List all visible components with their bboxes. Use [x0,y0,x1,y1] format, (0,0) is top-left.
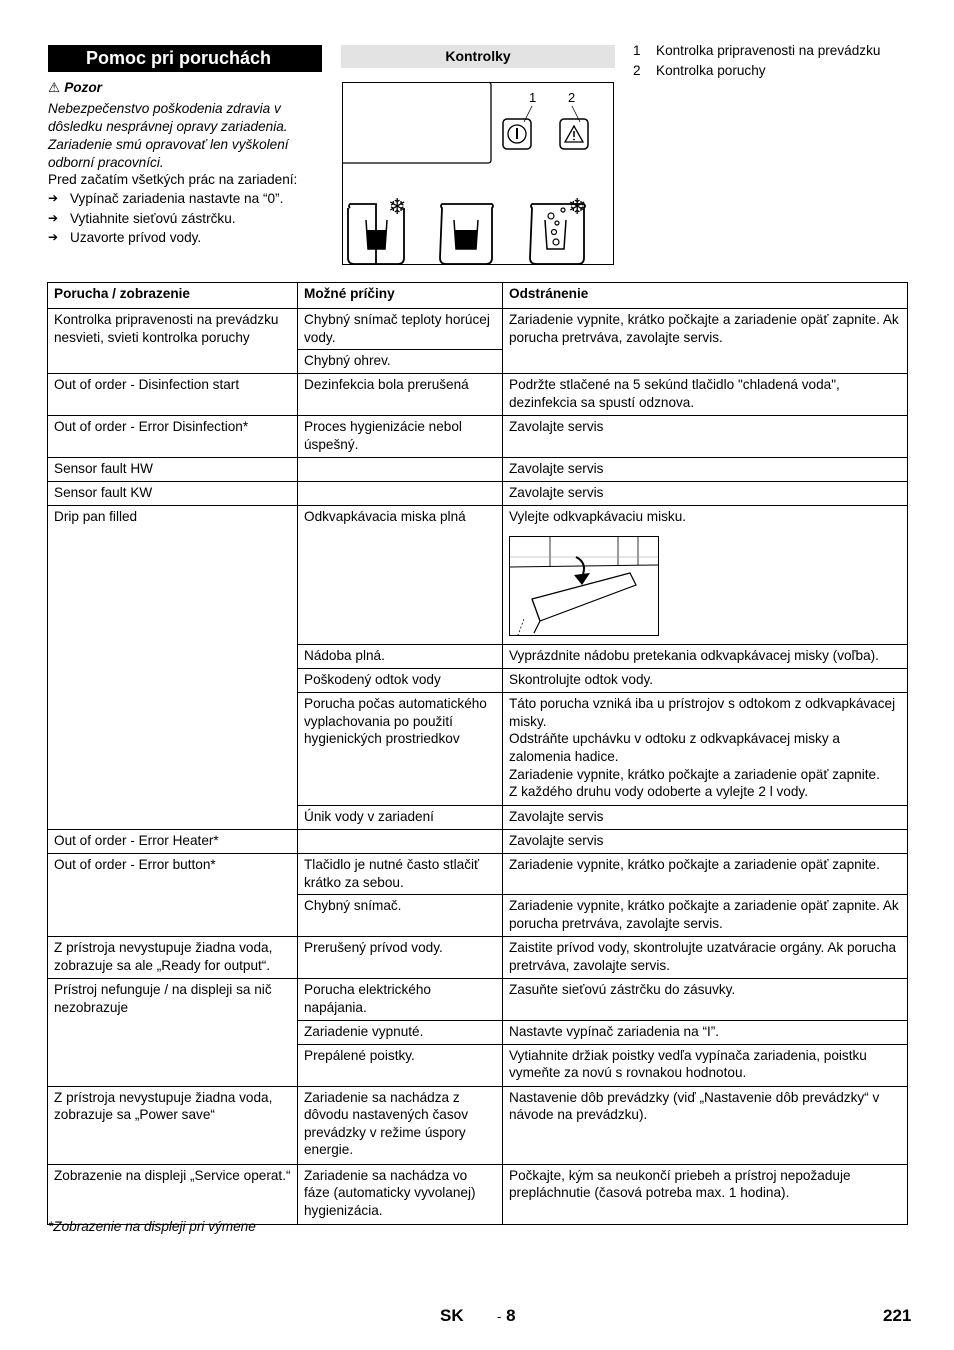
svg-text:❄: ❄ [388,195,407,220]
footnote: *Zobrazenie na displeji pri výmene [48,1219,256,1234]
cause-cell: Chybný ohrev. [298,350,503,374]
fix-cell: Zavolajte servis [503,830,908,854]
fault-cell: Sensor fault HW [48,458,298,482]
legend-item: 1 Kontrolka pripravenosti na prevádzku [633,43,881,58]
warning-heading [48,80,102,96]
arrow-icon: ➔ [48,230,59,244]
svg-text:❄: ❄ [568,195,587,220]
page-number: 221 [883,1306,912,1325]
fault-cell: Prístroj nefunguje / na displeji sa nič nezobrazuje [48,979,298,1086]
table-row [48,979,908,1020]
table-row [48,458,908,482]
cause-cell: Odkvapkávacia miska plná [298,506,503,645]
fix-cell: Zavolajte servis [503,416,908,458]
drip-pan-illustration [509,536,659,636]
fix-cell: Skontrolujte odtok vody. [503,669,908,693]
cause-cell [298,482,503,506]
fix-cell: Zavolajte servis [503,482,908,506]
fault-cell: Out of order - Disinfection start [48,374,298,416]
list-item: ➔ Vypínač zariadenia nastavte na “0”. [48,189,326,209]
cause-cell: Tlačidlo je nutné často stlačiť krátko za sebou. [298,854,503,895]
table-row [48,1086,908,1164]
cause-cell: Porucha elektrického napájania. [298,979,503,1020]
cause-cell: Zariadenie vypnuté. [298,1020,503,1044]
fix-cell: Zavolajte servis [503,806,908,830]
fix-cell: Zavolajte servis [503,458,908,482]
fault-cell: Z prístroja nevystupuje žiadna voda, zobrazuje sa „Power save“ [48,1086,298,1164]
fault-table [47,282,908,1225]
warning-label: Pozor [64,80,102,95]
fix-cell: Vytiahnite držiak poistky vedľa vypínača zariadenia, poistku vymeňte za novú s rovnakou hodnotou. [503,1044,908,1086]
arrow-icon: ➔ [48,210,59,225]
table-row [48,1164,908,1224]
fault-cell: Z prístroja nevystupuje žiadna voda, zobrazuje sa ale „Ready for output“. [48,937,298,979]
fix-cell: Zariadenie vypnite, krátko počkajte a zariadenie opäť zapnite. Ak porucha pretrváva, zavolajte servis. [503,309,908,374]
table-row [48,854,908,895]
cause-cell: Proces hygienizácie nebol úspešný. [298,416,503,458]
sparkling-cold-button-icon [530,195,586,264]
safety-steps [48,189,326,248]
fix-cell: Zaistite prívod vody, skontrolujte uzatváracie orgány. Ak porucha pretrváva, zavolajte servis. [503,937,908,979]
legend-item: 2 Kontrolka poruchy [633,62,766,78]
table-row [48,482,908,506]
legend [633,41,880,80]
fault-cell: Out of order - Error Heater* [48,830,298,854]
cause-cell: Dezinfekcia bola prerušená [298,374,503,416]
before-work-text: Pred začatím všetkých prác na zariadení: [48,172,298,187]
cause-cell: Porucha počas automatického vyplachovania po použití hygienických prostriedkov [298,693,503,806]
table-row [48,830,908,854]
column-header: Možné príčiny [298,283,503,309]
fault-cell: Sensor fault KW [48,482,298,506]
table-row [48,309,908,350]
cold-water-button-icon [348,195,406,264]
fix-cell: Podržte stlačené na 5 sekúnd tlačidlo "chladená voda", dezinfekcia sa spustí odznova. [503,374,908,416]
footer-page: - 8 [497,1306,516,1325]
fix-cell: Počkajte, kým sa neukončí priebeh a prístroj nepožaduje prepláchnutie (časová potreba max. 1 hodina). [503,1164,908,1224]
water-button-icon [440,204,493,264]
fix-cell: Vyprázdnite nádobu pretekania odkvapkávacej misky (voľba). [503,645,908,669]
fix-cell: Zariadenie vypnite, krátko počkajte a zariadenie opäť zapnite. [503,854,908,895]
fault-cell: Zobrazenie na displeji „Service operat.“ [48,1164,298,1224]
footer-language: SK [440,1306,464,1325]
fault-cell: Out of order - Error Disinfection* [48,416,298,458]
fault-cell: Drip pan filled [48,506,298,830]
callout-1: 1 [529,90,537,105]
fault-cell: Out of order - Error button* [48,854,298,937]
fix-cell: Vylejte odkvapkávaciu misku. [503,506,908,645]
fix-cell: Nastavte vypínač zariadenia na “I”. [503,1020,908,1044]
cause-cell [298,458,503,482]
cause-cell: Únik vody v zariadení [298,806,503,830]
section-title: Pomoc pri poruchách [48,45,322,72]
column-header: Odstránenie [503,283,908,309]
cause-cell: Poškodený odtok vody [298,669,503,693]
table-header-row [48,283,908,309]
fix-cell: Táto porucha vzniká iba u prístrojov s odtokom z odkvapkávacej misky. Odstráňte upchávku v odtoku z odkvapkávacej misky a zalomenia hadice. Zariadenie vypnite, krátko počkajte a zariadenie opäť zapnite. Z každého druhu vody odoberte a vylejte 2 l vody. [503,693,908,806]
warning-text: Nebezpečenstvo poškodenia zdravia v dôsledku nesprávnej opravy zariadenia. Zariadenie smú opravovať len vyškolení odborní pracovníci. [48,101,289,170]
list-item: ➔ Uzavorte prívod vody. [48,228,326,248]
cause-cell: Chybný snímač teploty horúcej vody. [298,309,503,350]
fix-cell: Zasuňte sieťovú zástrčku do zásuvky. [503,979,908,1020]
fault-indicator-icon [560,119,588,149]
cause-cell: Nádoba plná. [298,645,503,669]
cause-cell: Prerušený prívod vody. [298,937,503,979]
fix-cell: Zariadenie vypnite, krátko počkajte a zariadenie opäť zapnite. Ak porucha pretrváva, zavolajte servis. [503,895,908,937]
fault-cell: Kontrolka pripravenosti na prevádzku nesvieti, svieti kontrolka poruchy [48,309,298,374]
display-outline [342,82,491,163]
cause-cell: Zariadenie sa nachádza z dôvodu nastavených časov prevádzky v režime úspory energie. [298,1086,503,1164]
cause-cell: Prepálené poistky. [298,1044,503,1086]
kontrolky-heading: Kontrolky [341,45,615,68]
ready-indicator-icon [503,119,531,149]
table-row [48,937,908,979]
table-row [48,374,908,416]
callout-2: 2 [568,90,576,105]
list-item: ➔ Vytiahnite sieťovú zástrčku. [48,209,326,229]
column-header: Porucha / zobrazenie [48,283,298,309]
cause-cell: Chybný snímač. [298,895,503,937]
arrow-icon: ➔ [48,191,59,205]
control-panel-diagram [342,82,614,265]
cause-cell: Zariadenie sa nachádza vo fáze (automaticky vyvolanej) hygienizácia. [298,1164,503,1224]
cause-cell [298,830,503,854]
fix-cell: Nastavenie dôb prevádzky (viď „Nastavenie dôb prevádzky“ v návode na prevádzku). [503,1086,908,1164]
table-row [48,506,908,645]
warning-triangle-icon: ⚠ [48,80,61,95]
table-row [48,416,908,458]
